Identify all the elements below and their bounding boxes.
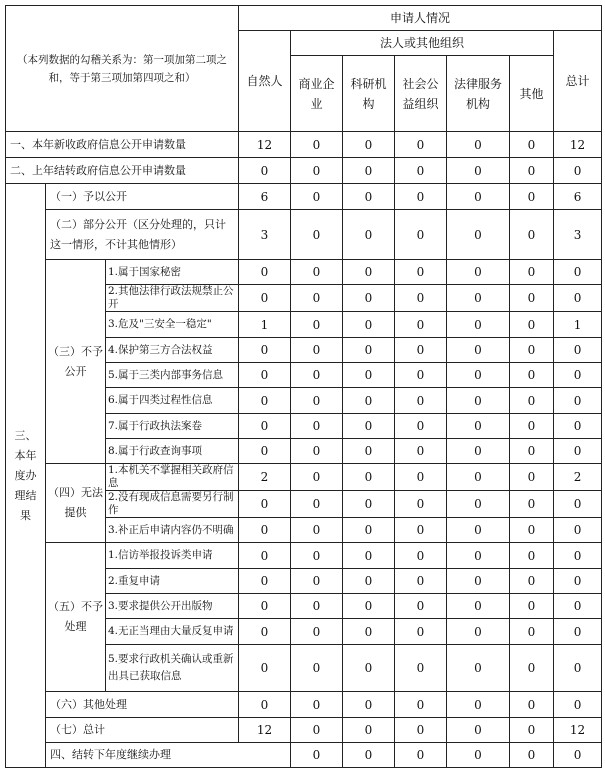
- cell-natural-person: 0: [239, 543, 291, 569]
- cell-social-welfare: 0: [395, 518, 447, 543]
- cell-legal-service: 0: [447, 414, 510, 439]
- cell-natural-person: 0: [239, 594, 291, 619]
- cell-research: 0: [343, 285, 395, 312]
- cell-commercial: 0: [343, 743, 395, 768]
- table-row: [6, 692, 602, 718]
- row-label: 1.本机关不掌握相关政府信息: [106, 464, 239, 491]
- row-label: 5.要求行政机关确认或重新出具已获取信息: [106, 645, 239, 692]
- cell-social-welfare: 0: [395, 388, 447, 414]
- cell-other: 0: [510, 645, 554, 692]
- cell-other: 0: [510, 363, 554, 388]
- cell-total: 0: [554, 414, 602, 439]
- cell-commercial: 0: [291, 158, 343, 184]
- cell-research: 0: [343, 645, 395, 692]
- cell-other: 0: [510, 388, 554, 414]
- cell-social-welfare: 0: [395, 210, 447, 260]
- cell-social-welfare: 0: [395, 594, 447, 619]
- group-cannot-provide: （四）无法提供: [46, 464, 106, 543]
- cell-research: 0: [343, 388, 395, 414]
- cell-social-welfare: 0: [447, 743, 510, 768]
- row-label: 1.信访举报投诉类申请: [106, 543, 239, 569]
- header-applicant-status: 申请人情况: [239, 6, 602, 31]
- cell-total: 0: [554, 543, 602, 569]
- cell-other: 0: [510, 414, 554, 439]
- header-legal-and-other: 法人或其他组织: [291, 31, 554, 56]
- cell-legal-service: 0: [447, 210, 510, 260]
- cell-commercial: 0: [291, 338, 343, 363]
- cell-legal-service: 0: [447, 439, 510, 464]
- cell-natural-person: 0: [239, 414, 291, 439]
- cell-natural-person: 0: [239, 439, 291, 464]
- cell-legal-service: 0: [447, 543, 510, 569]
- cell-commercial: 0: [291, 619, 343, 645]
- cell-commercial: 0: [291, 414, 343, 439]
- cell-legal-service: 0: [447, 132, 510, 158]
- cell-research: 0: [343, 363, 395, 388]
- cell-total: 0: [554, 388, 602, 414]
- cell-commercial: 0: [291, 184, 343, 210]
- cell-other: 0: [510, 132, 554, 158]
- row-label: 2.重复申请: [106, 569, 239, 594]
- cell-legal-service: 0: [447, 312, 510, 338]
- row-label: 一、本年新收政府信息公开申请数量: [6, 132, 239, 158]
- cell-other: 0: [510, 285, 554, 312]
- cell-research: 0: [343, 132, 395, 158]
- cell-natural-person: 0: [239, 619, 291, 645]
- cell-commercial: 0: [291, 692, 343, 718]
- cell-research: 0: [343, 338, 395, 363]
- header-other: 其他: [510, 56, 554, 132]
- cell-research: 0: [343, 464, 395, 491]
- cell-other: 0: [510, 158, 554, 184]
- row-label: 2.其他法律行政法规禁止公开: [106, 285, 239, 312]
- row-label: 6.属于四类过程性信息: [106, 388, 239, 414]
- cell-research: 0: [395, 743, 447, 768]
- cell-other: 0: [510, 692, 554, 718]
- cell-commercial: 0: [291, 491, 343, 518]
- cell-social-welfare: 0: [395, 439, 447, 464]
- cell-other: 0: [510, 338, 554, 363]
- header-research: 科研机构: [343, 56, 395, 132]
- table-row: [6, 132, 602, 158]
- cell-legal-service: 0: [447, 491, 510, 518]
- cell-commercial: 0: [291, 543, 343, 569]
- cell-total: 0: [554, 518, 602, 543]
- cell-natural-person: 12: [239, 132, 291, 158]
- table-row: [6, 543, 602, 569]
- cell-total: 0: [554, 439, 602, 464]
- cell-social-welfare: 0: [395, 184, 447, 210]
- cell-social-welfare: 0: [395, 363, 447, 388]
- section-3-label: 三、本年度办理结果: [6, 184, 46, 768]
- group-not-processed: （五）不予处理: [46, 543, 106, 692]
- row-label: （六）其他处理: [46, 692, 239, 718]
- cell-total: 0: [554, 569, 602, 594]
- cell-total: 0: [554, 692, 602, 718]
- cell-total: 12: [554, 718, 602, 743]
- cell-commercial: 0: [291, 645, 343, 692]
- cell-legal-service: 0: [447, 594, 510, 619]
- header-social-welfare: 社会公益组织: [395, 56, 447, 132]
- row-label: 3.危及"三安全一稳定": [106, 312, 239, 338]
- cell-natural-person: 12: [239, 718, 291, 743]
- cell-legal-service: 0: [447, 619, 510, 645]
- cell-research: 0: [343, 619, 395, 645]
- header-natural-person: 自然人: [239, 31, 291, 132]
- cell-social-welfare: 0: [395, 692, 447, 718]
- cell-natural-person: 0: [291, 743, 343, 768]
- cell-natural-person: 0: [239, 363, 291, 388]
- cell-legal-service: 0: [510, 743, 554, 768]
- cell-commercial: 0: [291, 285, 343, 312]
- cell-total: 1: [554, 312, 602, 338]
- cell-social-welfare: 0: [395, 718, 447, 743]
- cell-other: 0: [510, 594, 554, 619]
- cell-other: 0: [510, 184, 554, 210]
- row-label: 2.没有现成信息需要另行制作: [106, 491, 239, 518]
- cell-research: 0: [343, 692, 395, 718]
- cell-natural-person: 6: [239, 184, 291, 210]
- cell-commercial: 0: [291, 464, 343, 491]
- row-label: 1.属于国家秘密: [106, 260, 239, 285]
- cell-natural-person: 0: [239, 285, 291, 312]
- cell-total: 0: [554, 645, 602, 692]
- cell-natural-person: 2: [239, 464, 291, 491]
- cell-natural-person: 0: [239, 569, 291, 594]
- cell-natural-person: 0: [239, 692, 291, 718]
- cell-natural-person: 0: [239, 645, 291, 692]
- cell-legal-service: 0: [447, 158, 510, 184]
- row-label: （一）予以公开: [46, 184, 239, 210]
- cell-other: 0: [510, 210, 554, 260]
- cell-commercial: 0: [291, 363, 343, 388]
- cell-other: 0: [510, 718, 554, 743]
- table-row: [6, 184, 602, 210]
- cell-total: 3: [554, 210, 602, 260]
- row-label: 3.要求提供公开出版物: [106, 594, 239, 619]
- row-label: 四、结转下年度继续办理: [46, 743, 291, 768]
- cell-total: 0: [554, 619, 602, 645]
- cell-social-welfare: 0: [395, 285, 447, 312]
- cell-research: 0: [343, 543, 395, 569]
- cell-social-welfare: 0: [395, 543, 447, 569]
- cell-natural-person: 3: [239, 210, 291, 260]
- cell-total: 0: [554, 158, 602, 184]
- cell-social-welfare: 0: [395, 619, 447, 645]
- cell-commercial: 0: [291, 388, 343, 414]
- cell-social-welfare: 0: [395, 645, 447, 692]
- cell-research: 0: [343, 184, 395, 210]
- cell-other: 0: [510, 439, 554, 464]
- cell-commercial: 0: [291, 718, 343, 743]
- cell-social-welfare: 0: [395, 491, 447, 518]
- cell-social-welfare: 0: [395, 260, 447, 285]
- cell-commercial: 0: [291, 312, 343, 338]
- cell-legal-service: 0: [447, 464, 510, 491]
- cell-other: 0: [510, 518, 554, 543]
- row-label: 5.属于三类内部事务信息: [106, 363, 239, 388]
- cell-research: 0: [343, 718, 395, 743]
- cell-commercial: 0: [291, 210, 343, 260]
- cell-legal-service: 0: [447, 285, 510, 312]
- row-label: 8.属于行政查询事项: [106, 439, 239, 464]
- cell-legal-service: 0: [447, 363, 510, 388]
- row-label: 4.保护第三方合法权益: [106, 338, 239, 363]
- table-row: [6, 743, 602, 768]
- header-total: 总计: [554, 31, 602, 132]
- cell-social-welfare: 0: [395, 132, 447, 158]
- table-row: [6, 718, 602, 743]
- cell-research: 0: [343, 414, 395, 439]
- cell-other: 0: [510, 569, 554, 594]
- header-legal-service: 法律服务机构: [447, 56, 510, 132]
- cell-social-welfare: 0: [395, 338, 447, 363]
- cell-legal-service: 0: [447, 260, 510, 285]
- cell-legal-service: 0: [447, 518, 510, 543]
- cell-commercial: 0: [291, 594, 343, 619]
- cell-research: 0: [343, 518, 395, 543]
- row-label: 7.属于行政执法案卷: [106, 414, 239, 439]
- cell-natural-person: 1: [239, 312, 291, 338]
- cell-legal-service: 0: [447, 338, 510, 363]
- disclosure-table: [5, 5, 602, 768]
- row-label: 二、上年结转政府信息公开申请数量: [6, 158, 239, 184]
- cell-total: 0: [554, 363, 602, 388]
- cell-legal-service: 0: [447, 692, 510, 718]
- cell-legal-service: 0: [447, 388, 510, 414]
- cell-research: 0: [343, 439, 395, 464]
- cell-other: 0: [510, 491, 554, 518]
- cell-legal-service: 0: [447, 718, 510, 743]
- cell-research: 0: [343, 491, 395, 518]
- cell-research: 0: [343, 312, 395, 338]
- table-row: [6, 158, 602, 184]
- cell-commercial: 0: [291, 569, 343, 594]
- cell-total: 0: [554, 491, 602, 518]
- cell-social-welfare: 0: [395, 312, 447, 338]
- table-note: （本列数据的勾稽关系为：第一项加第二项之和，等于第三项加第四项之和）: [6, 6, 239, 132]
- cell-natural-person: 0: [239, 491, 291, 518]
- cell-other: 0: [510, 619, 554, 645]
- table-row: [6, 464, 602, 491]
- cell-research: 0: [343, 158, 395, 184]
- cell-natural-person: 0: [239, 260, 291, 285]
- table-row: [6, 260, 602, 285]
- cell-social-welfare: 0: [395, 569, 447, 594]
- cell-total: 6: [554, 184, 602, 210]
- cell-research: 0: [343, 260, 395, 285]
- cell-total: 2: [554, 464, 602, 491]
- cell-natural-person: 0: [239, 158, 291, 184]
- cell-natural-person: 0: [239, 388, 291, 414]
- cell-natural-person: 0: [239, 518, 291, 543]
- row-label: 3.补正后申请内容仍不明确: [106, 518, 239, 543]
- cell-total: 12: [554, 132, 602, 158]
- table-row: [6, 210, 602, 260]
- cell-other: 0: [510, 312, 554, 338]
- cell-natural-person: 0: [239, 338, 291, 363]
- cell-total: 0: [554, 338, 602, 363]
- cell-other: 0: [510, 260, 554, 285]
- cell-other: 0: [554, 743, 602, 768]
- cell-commercial: 0: [291, 260, 343, 285]
- cell-other: 0: [510, 543, 554, 569]
- group-not-public: （三）不予公开: [46, 260, 106, 464]
- cell-legal-service: 0: [447, 184, 510, 210]
- cell-commercial: 0: [291, 439, 343, 464]
- row-label: （七）总计: [46, 718, 239, 743]
- cell-research: 0: [343, 210, 395, 260]
- cell-research: 0: [343, 594, 395, 619]
- cell-other: 0: [510, 464, 554, 491]
- cell-commercial: 0: [291, 132, 343, 158]
- cell-social-welfare: 0: [395, 464, 447, 491]
- row-label: 4.无正当理由大量反复申请: [106, 619, 239, 645]
- cell-legal-service: 0: [447, 569, 510, 594]
- cell-total: 0: [554, 594, 602, 619]
- cell-social-welfare: 0: [395, 158, 447, 184]
- cell-research: 0: [343, 569, 395, 594]
- header-commercial: 商业企业: [291, 56, 343, 132]
- row-label: （二）部分公开（区分处理的，只计这一情形，不计其他情形）: [46, 210, 239, 260]
- cell-legal-service: 0: [447, 645, 510, 692]
- cell-commercial: 0: [291, 518, 343, 543]
- cell-total: 0: [554, 260, 602, 285]
- cell-social-welfare: 0: [395, 414, 447, 439]
- cell-total: 0: [554, 285, 602, 312]
